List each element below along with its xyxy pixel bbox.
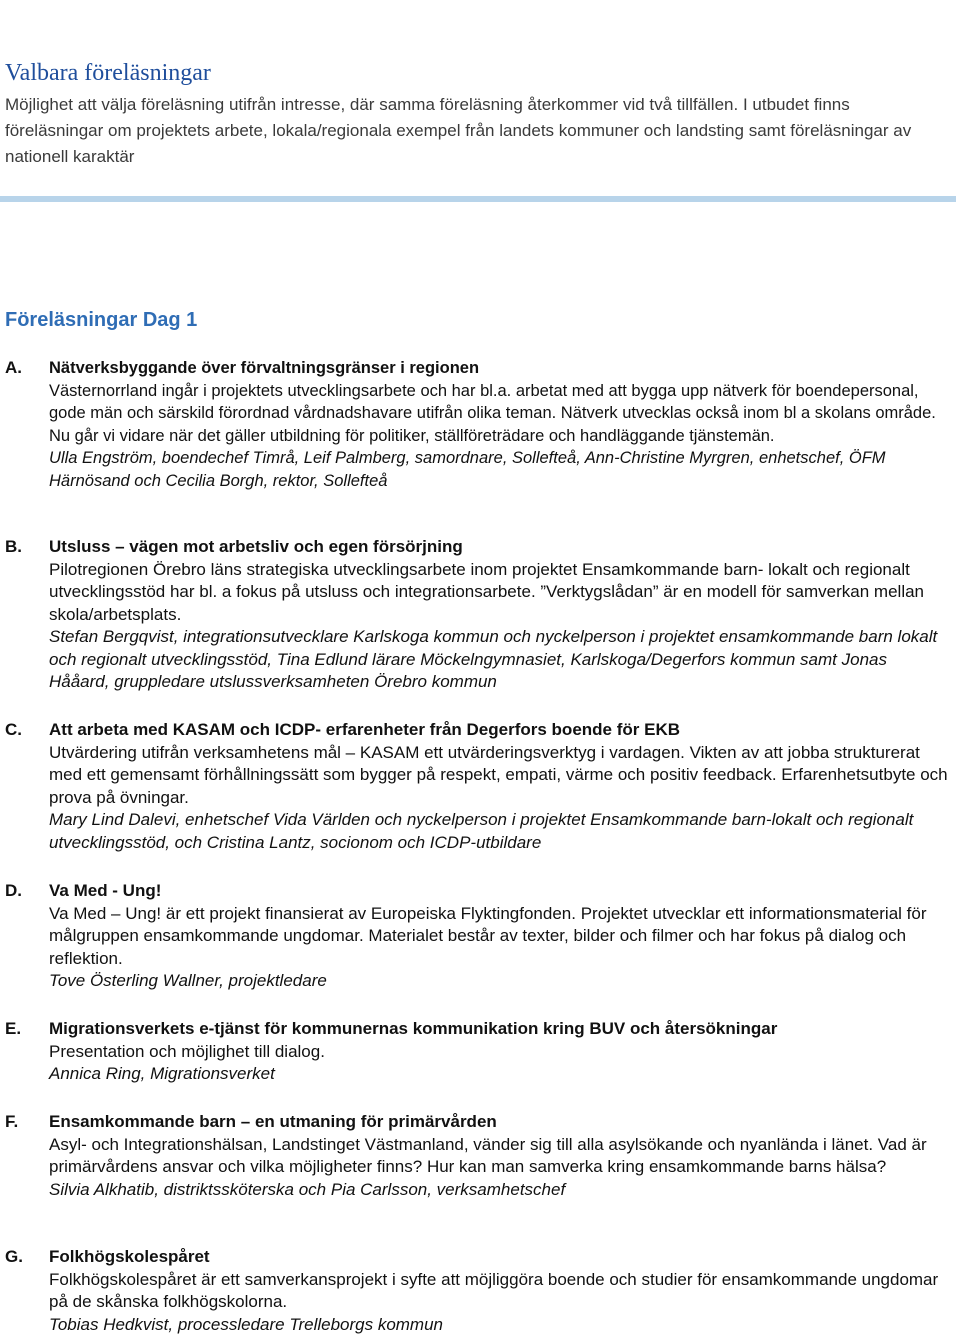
section-speakers: Annica Ring, Migrationsverket [49, 1064, 275, 1083]
lecture-section-d [5, 880, 950, 993]
section-speakers: Tove Österling Wallner, projektledare [49, 971, 327, 990]
day-heading: Föreläsningar Dag 1 [5, 309, 198, 331]
section-letter: B. [5, 537, 22, 556]
lecture-section-e [5, 1018, 950, 1086]
lecture-section-g [5, 1246, 950, 1336]
section-letter: A. [5, 358, 22, 377]
lecture-section-a [5, 357, 950, 492]
section-speakers: Silvia Alkhatib, distriktssköterska och Pia Carlsson, verksamhetschef [49, 1179, 566, 1199]
section-title: Migrationsverkets e-tjänst för kommunernas kommunikation kring BUV och återsökningar [49, 1019, 778, 1038]
section-letter: C. [5, 720, 22, 739]
section-description: Utvärdering utifrån verksamhetens mål – KASAM ett utvärderingsverktyg i vardagen. Vikten av att jobba strukturerat med ett gemensamt förhållningssätt som bygger på respekt, empati, värme och positiv feedback. Erfarenhetsutbyte och prova på övningar. [49, 742, 948, 807]
section-description: Asyl- och Integrationshälsan, Landstinget Västmanland, vänder sig till alla asylsökande och nyanlända i länet. Vad är primärvårdens ansvar och vilka möjligheter finns? Hur kan man samverka kring ensamkommande barns hälsa? [49, 1134, 927, 1176]
section-description: Västernorrland ingår i projektets utvecklingsarbete och har bl.a. arbetat med att bygga upp nätverk för boendepersonal, gode män och särskild förordnad vårdnadshavare utifrån olika teman. Nätverk utvecklas också inom bl a skolans område. Nu går vi vidare när det gäller utbildning för politiker, ställföreträdare och handläggande tjänstemän. [49, 381, 936, 445]
section-letter: D. [5, 881, 22, 900]
section-body [49, 1018, 950, 1086]
section-speakers: Tobias Hedkvist, processledare Trelleborgs kommun [49, 1314, 444, 1334]
section-body [49, 719, 950, 854]
section-title: Nätverksbyggande över förvaltningsgränser i regionen [49, 359, 480, 377]
section-title: Ensamkommande barn – en utmaning för primärvården [49, 1112, 497, 1131]
section-description: Presentation och möjlighet till dialog. [49, 1041, 325, 1061]
section-title: Att arbeta med KASAM och ICDP- erfarenheter från Degerfors boende för EKB [49, 720, 680, 739]
page-title: Valbara föreläsningar [5, 60, 211, 86]
section-body [49, 1111, 950, 1201]
section-speakers: Mary Lind Dalevi, enhetschef Vida Världen och nyckelperson i projektet Ensamkommande barn-lokalt och regionalt utvecklingsstöd, och Cristina Lantz, socionom och ICDP-utbildare [49, 810, 914, 852]
lecture-section-f [5, 1111, 950, 1201]
section-body [49, 1246, 950, 1336]
section-title: Folkhögskolespåret [49, 1247, 210, 1266]
section-title: Va Med - Ung! [49, 881, 162, 900]
section-body [49, 880, 950, 993]
section-letter: G. [5, 1247, 23, 1266]
section-description: Pilotregionen Örebro läns strategiska utvecklingsarbete inom projektet Ensamkommande barn- lokalt och regionalt utvecklingsstöd har bl. a fokus på utsluss och integrationsarbete. ”Verktygslådan” är en modell för samverkan mellan skola/arbetsplats. [49, 559, 925, 624]
lecture-section-c [5, 719, 950, 854]
section-description: Va Med – Ung! är ett projekt finansierat av Europeiska Flyktingfonden. Projektet utvecklar ett informationsmaterial för målgruppen ensamkommande ungdomar. Materialet består av texter, bilder och filmer och har fokus på dialog och reflektion. [49, 903, 927, 968]
section-speakers: Stefan Bergqvist, integrationsutvecklare Karlskoga kommun och nyckelperson i projektet ensamkommande barn lokalt och regionalt utvecklingsstöd, Tina Edlund lärare Möckelngymnasiet, Karlskoga/Degerfors kommun samt Jonas Hååard, gruppledare utslussverksamheten Örebro kommun [49, 627, 938, 691]
intro-paragraph: Möjlighet att välja föreläsning utifrån intresse, där samma föreläsning återkommer vid två tillfällen. I utbudet finns föreläsningar om projektets arbete, lokala/regionala exempel från landets kommuner och landsting samt föreläsningar av nationell karaktär [5, 95, 912, 166]
section-body [49, 357, 950, 492]
section-description: Folkhögskolespåret är ett samverkansprojekt i syfte att möjliggöra boende och studier för ensamkommande ungdomar på de skånska folkhögskolorna. [49, 1269, 939, 1311]
section-body [49, 536, 950, 694]
section-speakers: Ulla Engström, boendechef Timrå, Leif Palmberg, samordnare, Sollefteå, Ann-Christine Myrgren, enhetschef, ÖFM Härnösand och Cecilia Borgh, rektor, Sollefteå [49, 449, 886, 490]
section-title: Utsluss – vägen mot arbetsliv och egen försörjning [49, 537, 463, 556]
lecture-section-b [5, 536, 950, 694]
section-letter: E. [5, 1019, 22, 1038]
section-letter: F. [5, 1112, 19, 1131]
section-divider [0, 196, 956, 202]
